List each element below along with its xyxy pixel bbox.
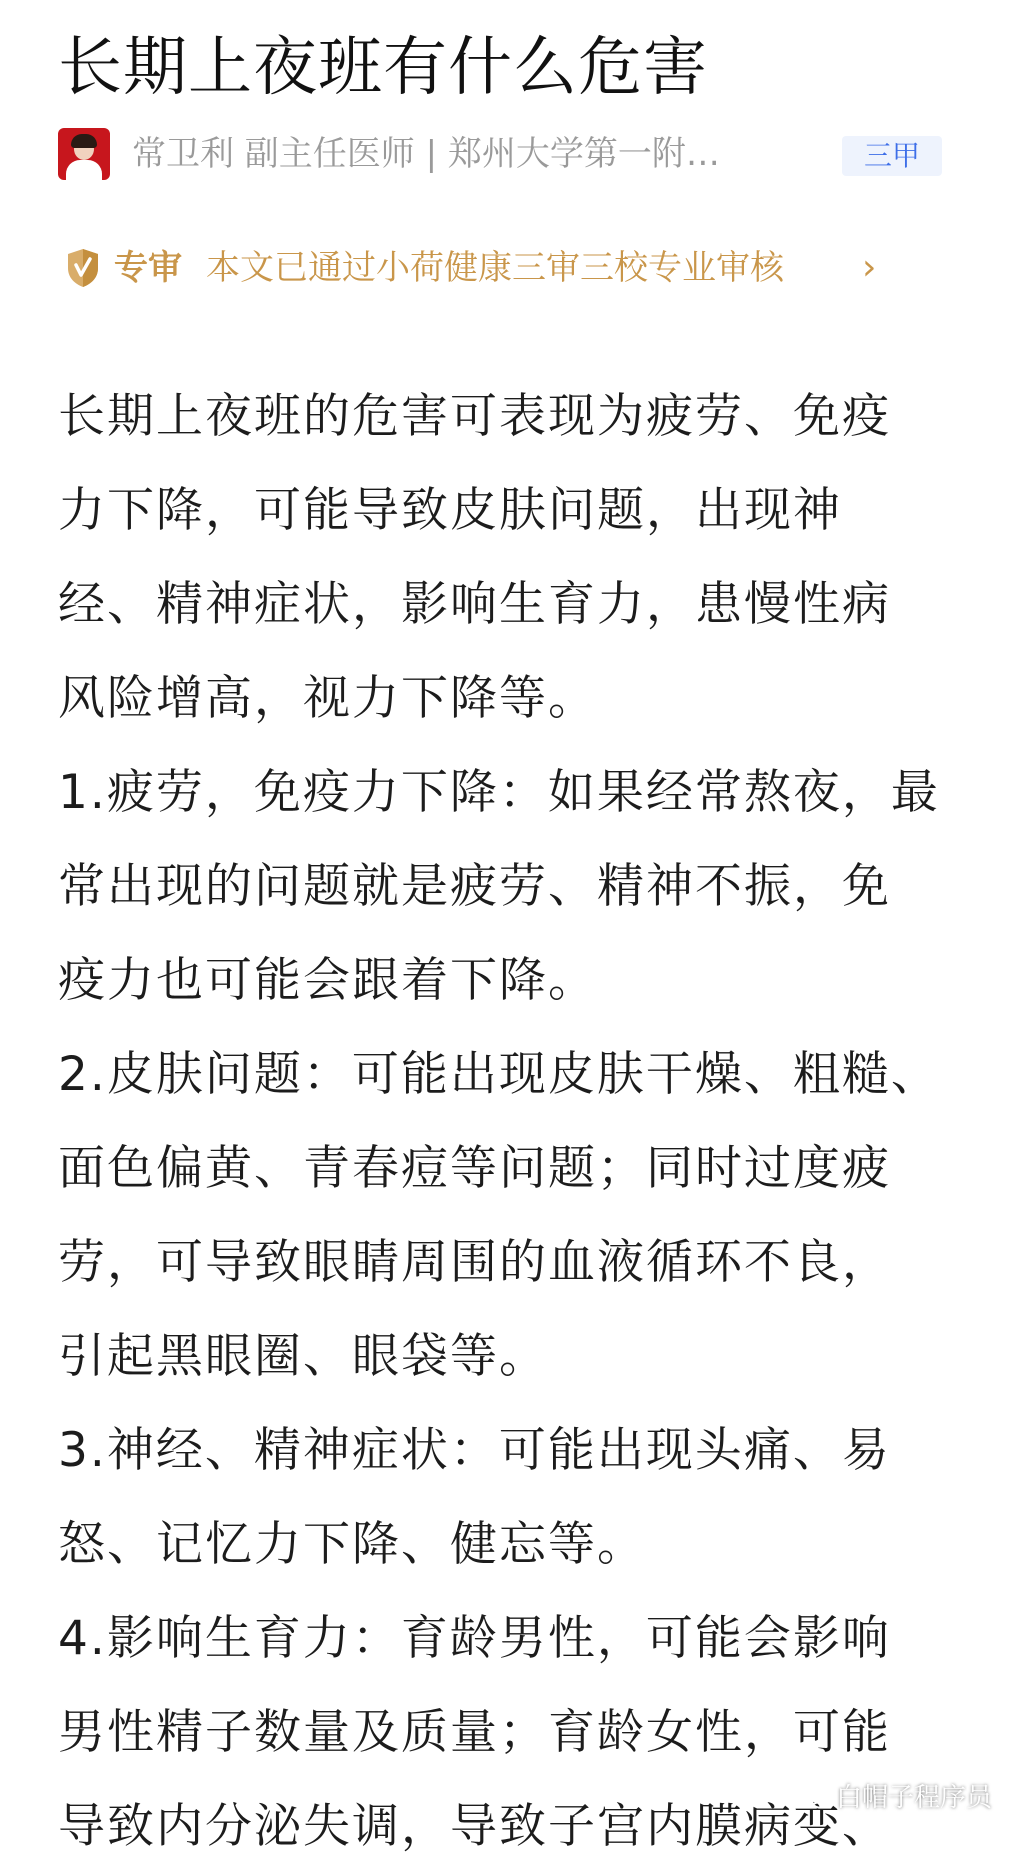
body-line: 疫力也可能会跟着下降。: [58, 953, 597, 1008]
body-line: 常出现的问题就是疲劳、精神不振，免: [58, 859, 891, 914]
body-line: 风险增高，视力下降等。: [58, 671, 597, 726]
author-info[interactable]: 常卫利 副主任医师 | 郑州大学第一附…: [132, 134, 720, 174]
article-title: 长期上夜班有什么危害: [58, 31, 708, 105]
body-line: 引起黑眼圈、眼袋等。: [58, 1329, 548, 1384]
expert-review-banner[interactable]: [66, 242, 906, 294]
body-line: 男性精子数量及质量；育龄女性，可能: [58, 1705, 891, 1760]
review-text[interactable]: 本文已通过小荷健康三审三校专业审核: [206, 248, 784, 288]
wechat-icon: [800, 1787, 830, 1809]
body-line: 2.皮肤问题：可能出现皮肤干燥、粗糙、: [58, 1047, 940, 1102]
shield-check-icon: [66, 248, 100, 288]
body-line: 劳，可导致眼睛周围的血液循环不良，: [58, 1235, 891, 1290]
body-line: 导致内分泌失调，导致子宫内膜病变、: [58, 1799, 891, 1854]
body-text: [58, 370, 1018, 1856]
body-line: 面色偏黄、青春痘等问题；同时过度疲: [58, 1141, 891, 1196]
doctor-avatar[interactable]: [58, 128, 110, 180]
watermark-text: 白帽子程序员: [836, 1783, 993, 1813]
body-line: 怒、记忆力下降、健忘等。: [58, 1517, 646, 1572]
body-line: 力下降，可能导致皮肤问题，出现神: [58, 483, 842, 538]
body-line: 1.疲劳，免疫力下降：如果经常熬夜，最: [58, 765, 940, 820]
body-line: 长期上夜班的危害可表现为疲劳、免疫: [58, 389, 891, 444]
watermark: [800, 1778, 992, 1818]
review-tag: 专审: [114, 248, 182, 288]
hospital-grade-badge: 三甲: [842, 136, 942, 176]
author-row[interactable]: [58, 128, 948, 180]
body-line: 3.神经、精神症状：可能出现头痛、易: [58, 1423, 891, 1478]
body-line: 经、精神症状，影响生育力，患慢性病: [58, 577, 891, 632]
body-line: 4.影响生育力：育龄男性，可能会影响: [58, 1611, 891, 1666]
chevron-right-icon[interactable]: ›: [862, 247, 877, 288]
article-body: [58, 370, 1018, 1856]
